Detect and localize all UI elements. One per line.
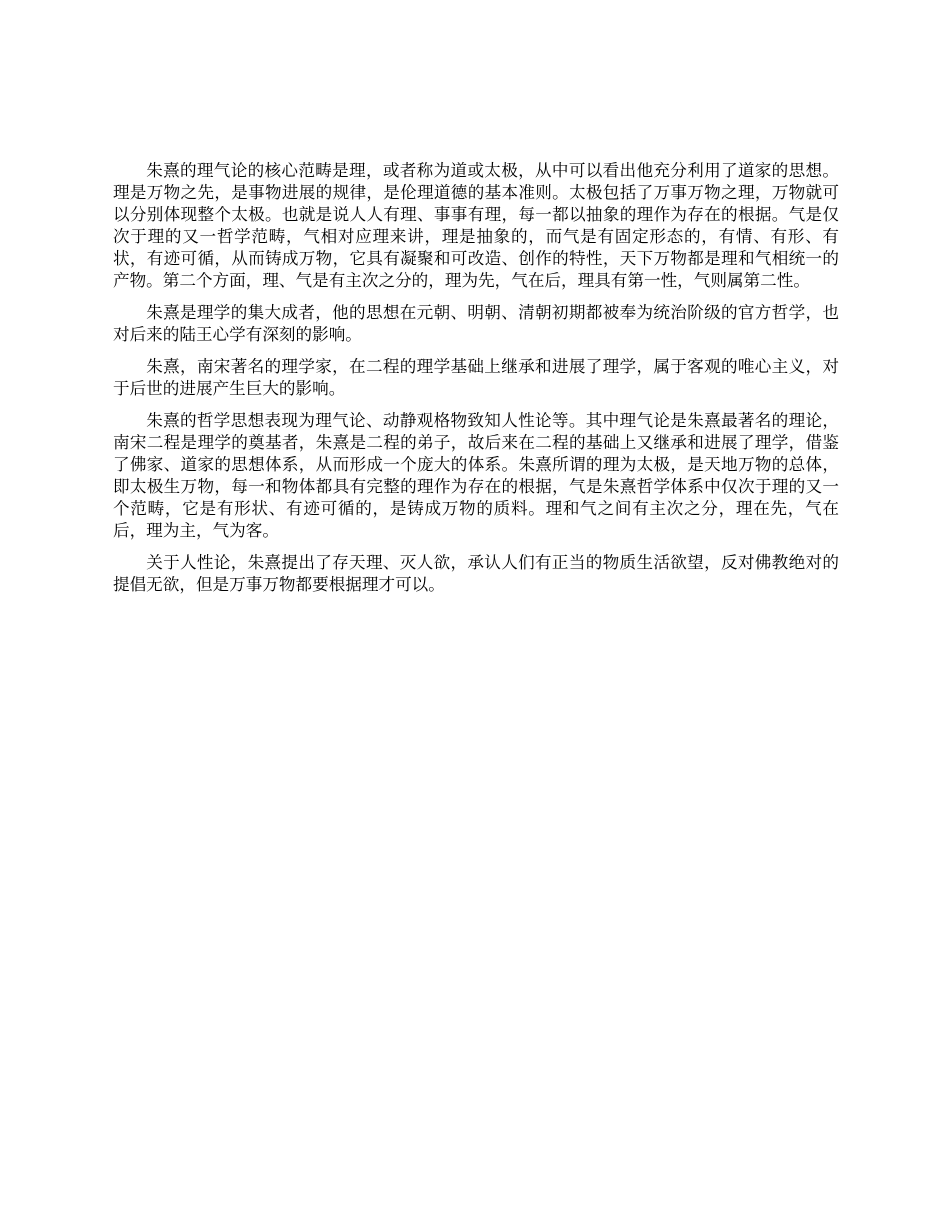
paragraph-4: 朱熹的哲学思想表现为理气论、动静观格物致知人性论等。其中理气论是朱熹最著名的理论，南宋二程是理学的奠基者，朱熹是二程的弟子，故后来在二程的基础上又继承和进展了理学，借鉴了佛家、道家的思想体系，从而形成一个庞大的体系。朱熹所谓的理为太极，是天地万物的总体，即太极生万物，每一和物体都具有完整的理作为存在的根据，气是朱熹哲学体系中仅次于理的又一个范畴，它是有形状、有迹可循的，是铸成万物的质料。理和气之间有主次之分，理在先，气在后，理为主，气为客。 bbox=[113, 411, 839, 540]
paragraph-3: 朱熹，南宋著名的理学家，在二程的理学基础上继承和进展了理学，属于客观的唯心主义，对于后世的进展产生巨大的影响。 bbox=[113, 357, 839, 398]
document-body bbox=[113, 160, 839, 606]
paragraph-5: 关于人性论，朱熹提出了存天理、灭人欲，承认人们有正当的物质生活欲望，反对佛教绝对的提倡无欲，但是万事万物都要根据理才可以。 bbox=[113, 553, 839, 594]
paragraph-1: 朱熹的理气论的核心范畴是理，或者称为道或太极，从中可以看出他充分利用了道家的思想。理是万物之先，是事物进展的规律，是伦理道德的基本准则。太极包括了万事万物之理，万物就可以分别体现整个太极。也就是说人人有理、事事有理，每一都以抽象的理作为存在的根据。气是仅次于理的又一哲学范畴，气相对应理来讲，理是抽象的，而气是有固定形态的，有情、有形、有状，有迹可循，从而铸成万物，它具有凝聚和可改造、创作的特性，天下万物都是理和气相统一的产物。第二个方面，理、气是有主次之分的，理为先，气在后，理具有第一性，气则属第二性。 bbox=[113, 161, 839, 290]
paragraph-2: 朱熹是理学的集大成者，他的思想在元朝、明朝、清朝初期都被奉为统治阶级的官方哲学，也对后来的陆王心学有深刻的影响。 bbox=[113, 303, 839, 344]
